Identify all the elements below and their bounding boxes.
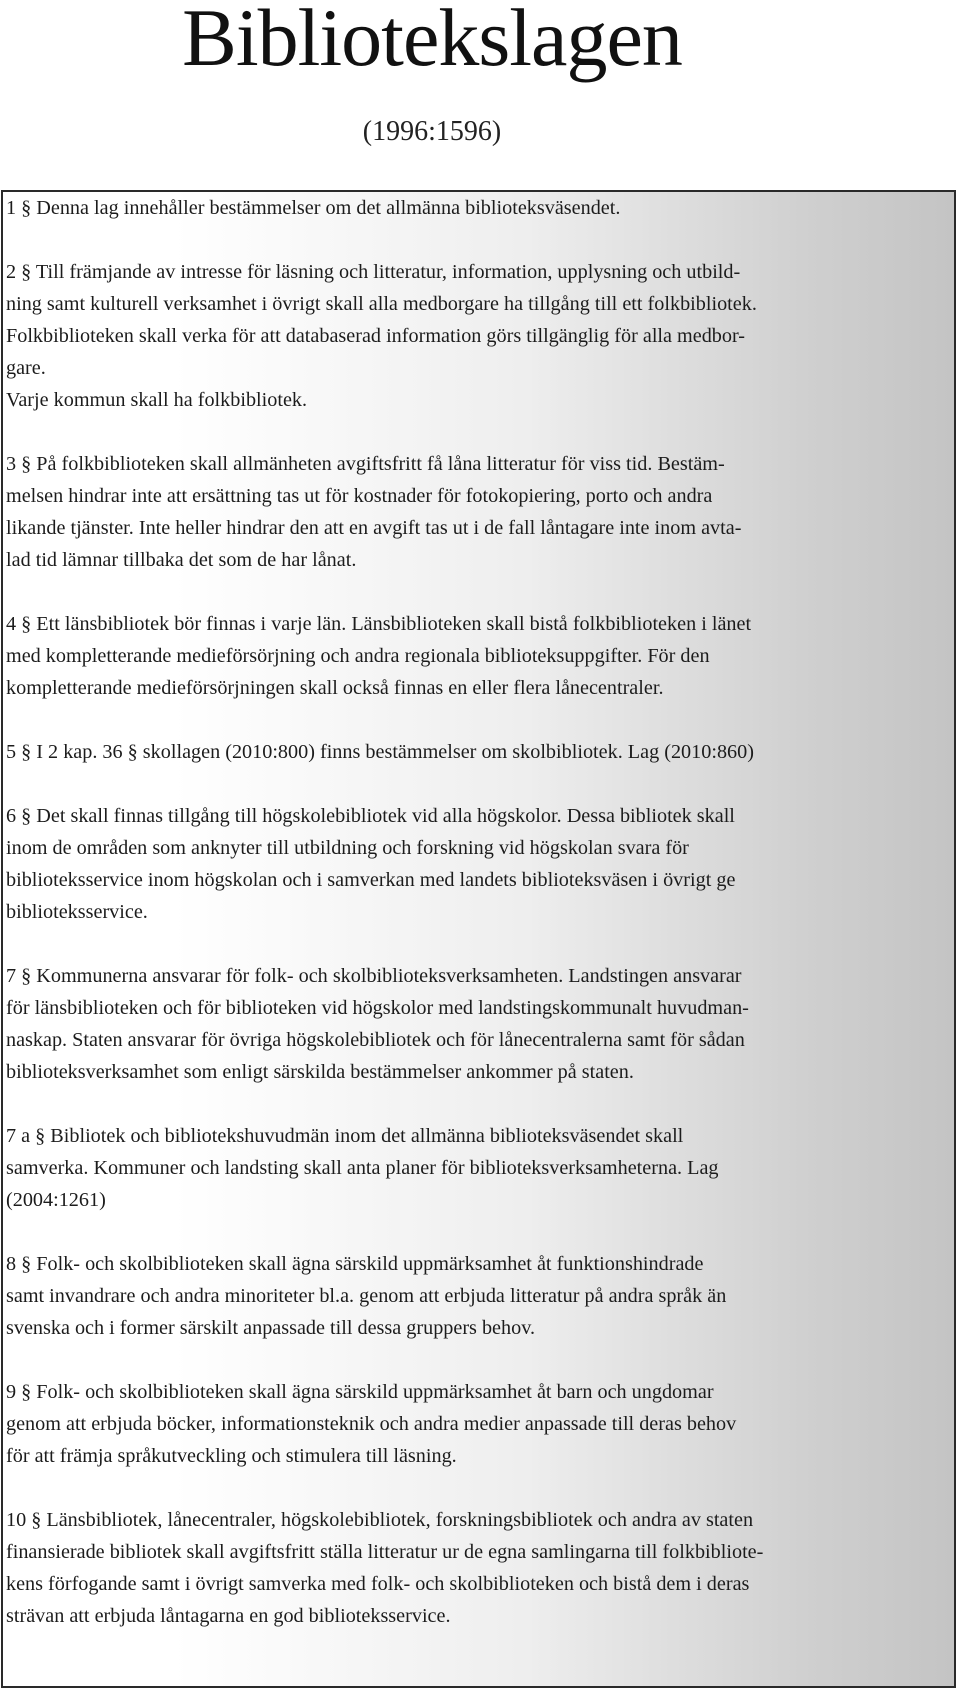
section-line: 6 § Det skall finnas tillgång till högskolebibliotek vid alla högskolor. Dessa bibliotek skall	[6, 805, 735, 827]
section-6	[3, 800, 954, 928]
section-line: med kompletterande medieförsörjning och andra regionala biblioteksuppgifter. För den	[6, 645, 710, 667]
section-10	[3, 1504, 954, 1632]
section-line: biblioteksservice inom högskolan och i samverkan med landets biblioteksväsen i övrigt ge	[6, 869, 736, 891]
section-9	[3, 1376, 954, 1472]
section-line: för att främja språkutveckling och stimulera till läsning.	[6, 1445, 457, 1467]
section-list	[3, 192, 954, 1632]
section-line: gare.	[6, 357, 46, 379]
section-line: likande tjänster. Inte heller hindrar den att en avgift tas ut i de fall låntagare inte inom avta-	[6, 517, 742, 539]
section-5	[3, 736, 954, 768]
section-line: finansierade bibliotek skall avgiftsfritt ställa litteratur ur de egna samlingarna till folkbibliote-	[6, 1541, 764, 1563]
section-line: biblioteksservice.	[6, 901, 148, 923]
section-line: biblioteksverksamhet som enligt särskilda bestämmelser ankommer på staten.	[6, 1061, 634, 1083]
section-line: 2 § Till främjande av intresse för läsning och litteratur, information, upplysning och utbild-	[6, 261, 741, 283]
section-line: melsen hindrar inte att ersättning tas ut för kostnader för fotokopiering, porto och andra	[6, 485, 713, 507]
section-line: 9 § Folk- och skolbiblioteken skall ägna särskild uppmärksamhet åt barn och ungdomar	[6, 1381, 714, 1403]
section-line: ning samt kulturell verksamhet i övrigt skall alla medborgare ha tillgång till ett folkbibliotek.	[6, 293, 757, 315]
document-title: Bibliotekslagen	[182, 0, 682, 83]
section-line: inom de områden som anknyter till utbildning och forskning vid högskolan svara för	[6, 837, 689, 859]
section-2	[3, 256, 954, 416]
section-line: för länsbiblioteken och för biblioteken vid högskolor med landstingskommunalt huvudman-	[6, 997, 749, 1019]
section-3	[3, 448, 954, 576]
section-line: 1 § Denna lag innehåller bestämmelser om det allmänna biblioteksväsendet.	[6, 197, 621, 219]
section-line: svenska och i former särskilt anpassade till dessa gruppers behov.	[6, 1317, 536, 1339]
document-subtitle: (1996:1596)	[362, 116, 502, 147]
section-4	[3, 608, 954, 704]
section-line: 10 § Länsbibliotek, lånecentraler, högskolebibliotek, forskningsbibliotek och andra av staten	[6, 1509, 754, 1531]
section-line: kens förfogande samt i övrigt samverka med folk- och skolbiblioteken och bistå dem i deras	[6, 1573, 750, 1595]
section-7	[3, 960, 954, 1088]
section-line: strävan att erbjuda låntagarna en god biblioteksservice.	[6, 1605, 451, 1627]
section-line: lad tid lämnar tillbaka det som de har lånat.	[6, 549, 357, 571]
section-line: naskap. Staten ansvarar för övriga högskolebibliotek och för lånecentralerna samt för sådan	[6, 1029, 745, 1051]
section-1	[3, 192, 954, 224]
section-line: 7 a § Bibliotek och bibliotekshuvudmän inom det allmänna biblioteksväsendet skall	[6, 1125, 684, 1147]
section-line: samverka. Kommuner och landsting skall anta planer för biblioteksverksamheterna. Lag	[6, 1157, 719, 1179]
section-line: samt invandrare och andra minoriteter bl.a. genom att erbjuda litteratur på andra språk än	[6, 1285, 727, 1307]
section-8	[3, 1248, 954, 1344]
section-line: 7 § Kommunerna ansvarar för folk- och skolbiblioteksverksamheten. Landstingen ansvarar	[6, 965, 742, 987]
law-text-frame	[1, 190, 956, 1688]
section-line: 8 § Folk- och skolbiblioteken skall ägna särskild uppmärksamhet åt funktionshindrade	[6, 1253, 704, 1275]
section-7a	[3, 1120, 954, 1216]
section-line: Folkbiblioteken skall verka för att databaserad information görs tillgänglig för alla medbor-	[6, 325, 746, 347]
section-line: kompletterande medieförsörjningen skall också finnas en eller flera lånecentraler.	[6, 677, 664, 699]
section-line: genom att erbjuda böcker, informationsteknik och andra medier anpassade till deras behov	[6, 1413, 737, 1435]
section-line: 5 § I 2 kap. 36 § skollagen (2010:800) finns bestämmelser om skolbibliotek. Lag (2010:860)	[6, 741, 754, 763]
section-line: (2004:1261)	[6, 1189, 106, 1211]
section-line: Varje kommun skall ha folkbibliotek.	[6, 389, 308, 411]
section-line: 3 § På folkbiblioteken skall allmänheten avgiftsfritt få låna litteratur för viss tid. Bestäm-	[6, 453, 725, 475]
section-line: 4 § Ett länsbibliotek bör finnas i varje län. Länsbiblioteken skall bistå folkbiblioteken i länet	[6, 613, 752, 635]
